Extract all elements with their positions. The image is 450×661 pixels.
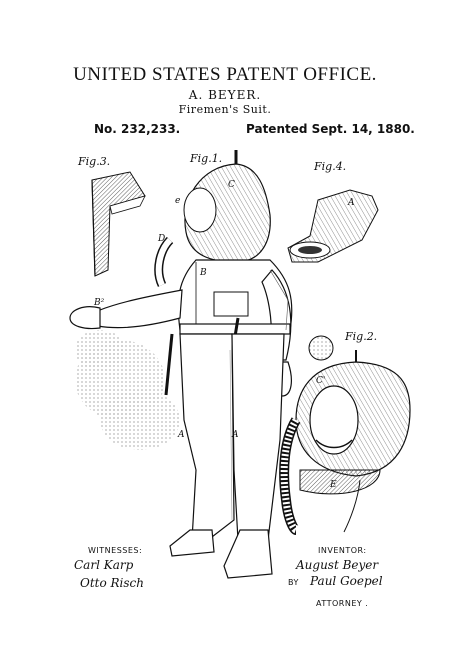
part-label-a-left: A bbox=[178, 430, 185, 440]
invention-title: Firemen's Suit. bbox=[178, 103, 272, 116]
part-label-a-right: A bbox=[232, 430, 239, 440]
by-label: BY bbox=[288, 578, 299, 587]
part-label-a-fig4: A bbox=[348, 198, 355, 208]
fig2-drawing bbox=[284, 336, 410, 532]
part-label-c1: C' bbox=[316, 376, 326, 386]
part-label-e: e bbox=[175, 196, 181, 206]
witnesses-label: WITNESSES: bbox=[88, 546, 143, 555]
part-label-b2: B² bbox=[94, 298, 105, 308]
part-label-d: D bbox=[158, 234, 166, 244]
fig4-label: Fig.4. bbox=[314, 160, 347, 173]
smoke-cloud bbox=[75, 330, 180, 450]
fig4-drawing bbox=[288, 190, 378, 262]
patent-date: Patented Sept. 14, 1880. bbox=[246, 122, 415, 136]
attorney-label: ATTORNEY . bbox=[316, 599, 369, 608]
part-label-e-fig2: E bbox=[330, 480, 337, 490]
witness-signature-2: Otto Risch bbox=[80, 576, 145, 590]
fig3-drawing bbox=[92, 172, 145, 276]
fig1-label: Fig.1. bbox=[190, 152, 223, 165]
part-label-c: C bbox=[228, 180, 235, 190]
inventor-name: A. BEYER. bbox=[188, 88, 262, 102]
inventor-signature: August Beyer bbox=[296, 558, 379, 572]
fig3-label: Fig.3. bbox=[78, 155, 111, 168]
fig2-label: Fig.2. bbox=[345, 330, 378, 343]
inventor-label: INVENTOR: bbox=[318, 546, 367, 555]
office-title: UNITED STATES PATENT OFFICE. bbox=[73, 64, 377, 85]
witness-signature-1: Carl Karp bbox=[74, 558, 134, 572]
patent-number: No. 232,233. bbox=[94, 122, 181, 136]
part-label-b: B bbox=[200, 268, 207, 278]
attorney-signature: Paul Goepel bbox=[310, 574, 383, 588]
